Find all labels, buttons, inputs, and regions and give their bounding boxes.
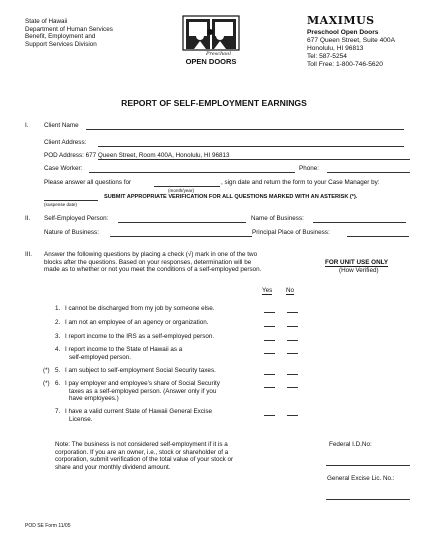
instructions-part-a: Please answer all questions for: [44, 179, 132, 186]
yes-heading: [262, 287, 272, 295]
question-line: taxes as a self-employed person. (Answer only if you: [69, 387, 217, 395]
note-line: share and your monthly dividend amount.: [55, 463, 171, 471]
section-roman: III.: [25, 251, 32, 258]
question-line: License.: [69, 415, 93, 423]
no-checkbox[interactable]: [287, 374, 298, 375]
intro-line: Answer the following questions by placing a check (√) mark in one of the two: [44, 251, 258, 258]
phone-field[interactable]: [327, 172, 410, 173]
note-line: Note: The business is not considered self-employment if it is a: [55, 441, 228, 448]
month-year-field[interactable]: [154, 186, 220, 187]
question-line: I am subject to self-employment Social Security taxes.: [65, 367, 216, 374]
suspense-date-field[interactable]: [44, 200, 98, 201]
asterisk-marker: (*): [43, 380, 50, 387]
federal-id-label: Federal I.D.No:: [329, 441, 372, 448]
pod-address-underline: [98, 159, 410, 160]
verification-instruction: SUBMIT APPROPRIATE VERIFICATION FOR ALL QUESTIONS MARKED WITH AN ASTERISK (*).: [104, 194, 358, 200]
business-name-label: Name of Business:: [251, 215, 304, 222]
question-line: I am not an employee of an agency or organization.: [65, 319, 209, 326]
nature-of-business-field[interactable]: [110, 236, 252, 237]
program-name: Preschool Open Doors: [307, 29, 379, 36]
excise-license-label: General Excise Lic. No.:: [327, 475, 395, 482]
yes-text: Yes: [262, 287, 273, 294]
instructions-part-b: , sign date and return the form to your Case Manager by:: [221, 179, 380, 186]
how-verified-label: (How Verified): [339, 267, 379, 274]
self-employed-person-field[interactable]: [118, 222, 246, 223]
question-number: 1.: [55, 305, 61, 312]
question-text: [65, 367, 243, 375]
question-number: 3.: [55, 333, 61, 340]
question-number: 7.: [55, 408, 61, 415]
question-line: I pay employer and employee’s share of Social Security: [65, 380, 220, 387]
no-checkbox[interactable]: [287, 353, 298, 354]
question-text: [65, 380, 243, 403]
yes-checkbox[interactable]: [264, 312, 275, 313]
client-name-label: Client Name: [44, 122, 79, 129]
question-line: self-employed person.: [69, 353, 131, 361]
no-checkbox[interactable]: [287, 387, 298, 388]
yes-checkbox[interactable]: [264, 374, 275, 375]
question-text: [65, 346, 243, 361]
yes-checkbox[interactable]: [264, 326, 275, 327]
principal-place-label: Principal Place of Business:: [252, 229, 330, 236]
unit-use-text: FOR UNIT USE ONLY: [325, 259, 389, 266]
client-address-label: Client Address:: [44, 139, 87, 146]
note-line: corporation, submit verification of the total value of your stock or: [55, 456, 234, 464]
agency-line: Benefit, Employment and: [25, 33, 96, 41]
intro-line: made as to whether or not you meet the conditions of a self-employed person.: [44, 266, 262, 274]
contractor-name: MAXIMUS: [307, 14, 375, 27]
question-number: 2.: [55, 319, 61, 326]
client-name-field[interactable]: [86, 129, 404, 130]
yes-checkbox[interactable]: [264, 340, 275, 341]
agency-line: State of Hawaii: [25, 18, 68, 25]
no-checkbox[interactable]: [287, 340, 298, 341]
question-line: I have a valid current State of Hawaii General Excise: [65, 408, 212, 415]
question-text: [65, 333, 243, 341]
note-line: corporation. If you are an owner, i.e., stock or shareholder of a: [55, 448, 229, 456]
page-title: REPORT OF SELF-EMPLOYMENT EARNINGS: [121, 98, 307, 108]
nature-of-business-label: Nature of Business:: [44, 229, 99, 236]
yes-checkbox[interactable]: [264, 353, 275, 354]
no-checkbox[interactable]: [287, 326, 298, 327]
yes-checkbox[interactable]: [264, 387, 275, 388]
svg-text:Preschool: Preschool: [206, 51, 231, 57]
no-checkbox[interactable]: [287, 415, 298, 416]
unit-use-heading: [325, 259, 388, 267]
month-year-hint: (month/year): [168, 188, 195, 193]
contractor-block: [307, 14, 395, 69]
case-worker-label: Case Worker:: [44, 165, 83, 172]
no-checkbox[interactable]: [287, 312, 298, 313]
pod-address-label: POD Address:: [44, 152, 86, 159]
intro-line: blocks after the questions. Based on your responses, determination will be: [44, 258, 252, 266]
agency-block: [25, 18, 113, 48]
contractor-city: Honolulu, HI 96813: [307, 45, 364, 52]
agency-line: Support Services Division: [25, 40, 97, 48]
question-number: 6.: [55, 380, 61, 387]
question-text: [65, 305, 243, 313]
no-heading: [286, 287, 294, 295]
section3-intro: [44, 251, 261, 274]
question-line: have employees.): [69, 395, 119, 403]
pod-address-value: 677 Queen Street, Room 400A, Honolulu, HI 96813: [85, 152, 230, 159]
principal-place-field[interactable]: [347, 236, 409, 237]
contractor-address: 677 Queen Street, Suite 400A: [307, 37, 395, 44]
question-line: I cannot be discharged from my job by someone else.: [65, 305, 215, 312]
yes-checkbox[interactable]: [264, 415, 275, 416]
no-text: No: [286, 287, 295, 294]
question-text: [65, 319, 243, 327]
open-doors-logo: [180, 14, 242, 66]
contractor-tollfree: Toll Free: 1-800-746-5620: [307, 61, 383, 68]
suspense-date-hint: (suspense date): [44, 202, 77, 207]
question-line: I report income to the IRS as a self-employed person.: [65, 333, 215, 340]
case-worker-field[interactable]: [89, 172, 295, 173]
excise-license-field[interactable]: [326, 499, 410, 500]
self-employed-person-label: Self-Employed Person:: [44, 215, 109, 222]
question-number: 4.: [55, 346, 61, 353]
business-name-field[interactable]: [313, 222, 406, 223]
section-roman: I.: [25, 122, 29, 129]
phone-label: Phone:: [299, 165, 319, 172]
question-line: I report income to the State of Hawaii as a: [65, 346, 183, 353]
client-address-field[interactable]: [98, 146, 404, 147]
note-block: [55, 441, 233, 471]
form-number: POD SE Form 11/05: [25, 523, 71, 529]
agency-line: Department of Human Services: [25, 25, 113, 33]
question-text: [65, 408, 243, 423]
section-roman: II.: [25, 215, 31, 222]
federal-id-field[interactable]: [326, 465, 410, 466]
question-number: 5.: [55, 367, 61, 374]
svg-text:OPEN DOORS: OPEN DOORS: [185, 57, 237, 66]
contractor-phone: Tel: 587-5254: [307, 53, 347, 60]
asterisk-marker: (*): [43, 367, 50, 374]
